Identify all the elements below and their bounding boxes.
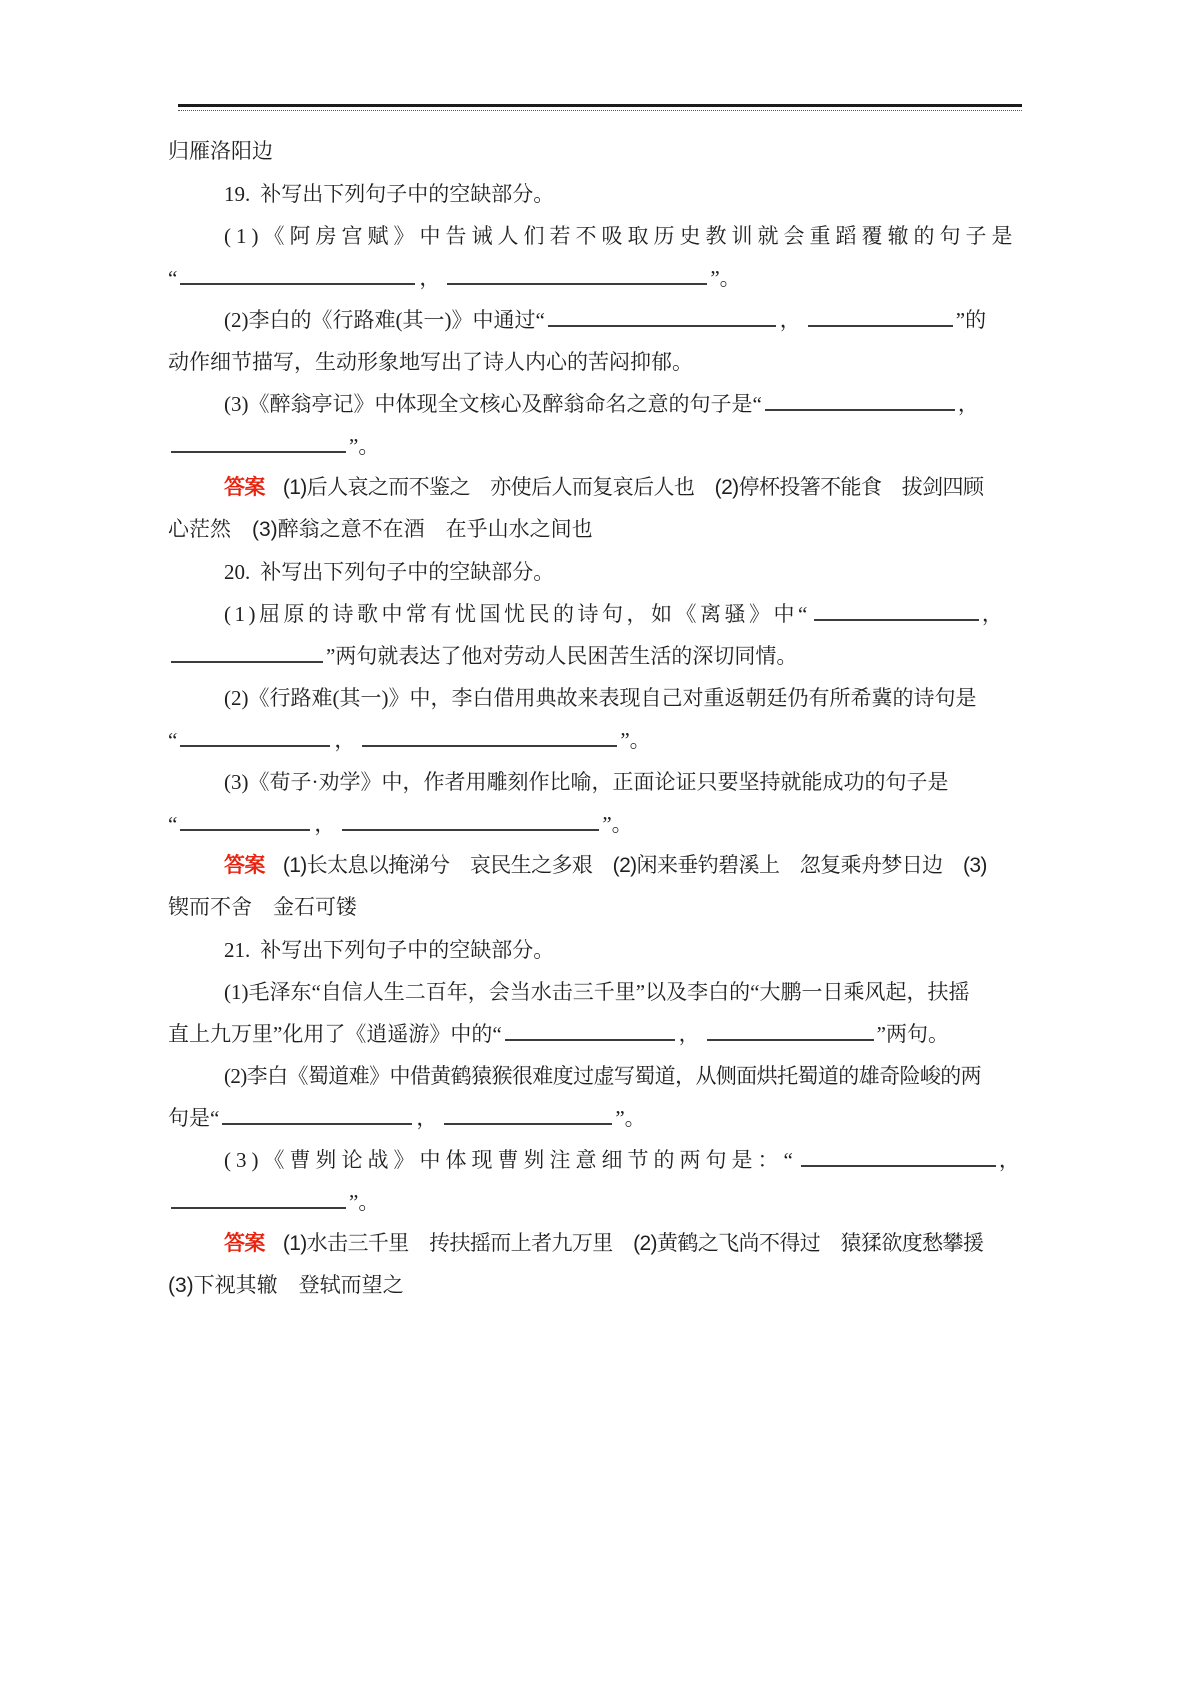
fill-in-blank: [548, 305, 776, 327]
fill-in-blank: [180, 263, 415, 285]
fill-in-blank: [171, 641, 323, 663]
page-content: [168, 131, 1036, 1307]
fill-in-blank: [171, 431, 346, 453]
q19-item1-blanks: [168, 257, 1036, 299]
comma: ，: [314, 812, 336, 836]
q19-answer: [168, 467, 1036, 509]
fill-in-blank: [814, 599, 979, 621]
q19-item3-text: (3)《醉翁亭记》中体现全文核心及醉翁命名之意的句子是“: [224, 392, 762, 416]
q20-number: 20.: [224, 560, 251, 584]
open-quote: “: [168, 728, 178, 752]
open-quote: “: [168, 812, 178, 836]
q19-item1: [168, 215, 1036, 257]
q19-item2-text: (2)李白的《行路难(其一)》中通过“: [224, 308, 545, 332]
comma: ，: [416, 1106, 438, 1130]
q21-item2-continuation: [168, 1097, 1036, 1139]
q21-item1-line2-text: 直上九万里”化用了《逍遥游》中的“: [168, 1022, 502, 1046]
q20-item2-blanks: [168, 719, 1036, 761]
q20-heading-text: 补写出下列句子中的空缺部分。: [260, 560, 555, 584]
q19-answer-line2: 心茫然 (3)醉翁之意不在酒 在乎山水之间也: [168, 518, 593, 541]
q21-item1-tail: ”两句。: [876, 1022, 949, 1046]
q20-answer-continuation: [168, 887, 1036, 929]
fill-in-blank: [444, 1103, 612, 1125]
q21-answer-continuation: [168, 1265, 1036, 1307]
fill-in-blank: [707, 1019, 874, 1041]
q21-number: 21.: [224, 938, 251, 962]
q21-answer: [168, 1223, 1036, 1265]
q20-item1-tail: ”两句就表达了他对劳动人民困苦生活的深切同情。: [326, 644, 798, 668]
q21-answer-line1: (1)水击三千里 抟扶摇而上者九万里 (2)黄鹤之飞尚不得过 猿猱欲度愁攀援: [282, 1232, 984, 1255]
close-quote: ”。: [349, 1190, 380, 1214]
fill-in-blank: [180, 725, 330, 747]
q21-item1: [168, 971, 1036, 1013]
close-quote: ”。: [349, 434, 380, 458]
carryover-text: 归雁洛阳边: [168, 140, 273, 163]
comma: ，: [678, 1022, 700, 1046]
open-quote: “: [168, 266, 178, 290]
fill-in-blank: [505, 1019, 675, 1041]
header-rule: [178, 104, 1022, 111]
q21-item1-line1: (1)毛泽东“自信人生二百年，会当水击三千里”以及李白的“大鹏一日乘风起，扶摇: [224, 980, 970, 1004]
fill-in-blank: [808, 305, 953, 327]
fill-in-blank: [342, 809, 599, 831]
q20-answer-line2: 锲而不舍 金石可镂: [168, 896, 357, 919]
q20-answer-line1: (1)长太息以掩涕兮 哀民生之多艰 (2)闲来垂钓碧溪上 忽复乘舟梦日边 (3): [282, 854, 987, 877]
q20-item3: [168, 761, 1036, 803]
q20-item1: [168, 593, 1036, 635]
q21-item2-line1: (2)李白《蜀道难》中借黄鹤猿猴很难度过虚写蜀道，从侧面烘托蜀道的雄奇险峻的两: [224, 1064, 982, 1088]
q20-item1-continuation: [168, 635, 1036, 677]
q19-item2-tail: ”的: [955, 308, 987, 332]
comma: ，: [957, 392, 979, 416]
q19-item2-line2: 动作细节描写，生动形象地写出了诗人内心的苦闷抑郁。: [168, 350, 693, 374]
q21-heading-text: 补写出下列句子中的空缺部分。: [260, 938, 555, 962]
fill-in-blank: [222, 1103, 412, 1125]
q20-item2-text: (2)《行路难(其一)》中，李白借用典故来表现自己对重返朝廷仍有所希冀的诗句是: [224, 686, 977, 710]
q21-item3: [168, 1139, 1036, 1181]
q21-item1-continuation: [168, 1013, 1036, 1055]
fill-in-blank: [180, 809, 310, 831]
q20-item2: [168, 677, 1036, 719]
close-quote: ”。: [602, 812, 633, 836]
comma: ，: [981, 602, 1007, 626]
comma: ，: [779, 308, 801, 332]
close-quote: ”。: [615, 1106, 646, 1130]
q21-item2: [168, 1055, 1036, 1097]
comma: ，: [998, 1148, 1025, 1172]
fill-in-blank: [801, 1145, 996, 1167]
q20-item1-text: (1)屈原的诗歌中常有忧国忧民的诗句，如《离骚》中“: [224, 602, 811, 626]
answer-label: 答案: [224, 854, 265, 877]
q21-item3-continuation: [168, 1181, 1036, 1223]
answer-label: 答案: [224, 476, 265, 499]
fill-in-blank: [171, 1187, 346, 1209]
q21-heading: [168, 929, 1036, 971]
q20-item3-blanks: [168, 803, 1036, 845]
q19-item1-text: (1)《阿房宫赋》中告诫人们若不吸取历史教训就会重蹈覆辙的句子是: [224, 224, 1018, 248]
answer-label: 答案: [224, 1232, 265, 1255]
fill-in-blank: [765, 389, 955, 411]
q19-item3: [168, 383, 1036, 425]
close-quote: ”。: [710, 266, 741, 290]
fill-in-blank: [362, 725, 617, 747]
fill-in-blank: [447, 263, 707, 285]
comma: ，: [334, 728, 356, 752]
q20-item3-text: (3)《荀子·劝学》中，作者用雕刻作比喻，正面论证只要坚持就能成功的句子是: [224, 770, 949, 794]
q19-item2: [168, 299, 1036, 341]
q21-item2-line2-text: 句是“: [168, 1106, 220, 1130]
q20-answer: [168, 845, 1036, 887]
q19-answer-continuation: [168, 509, 1036, 551]
q21-answer-line2: (3)下视其辙 登轼而望之: [168, 1274, 404, 1297]
close-quote: ”。: [620, 728, 651, 752]
q19-item3-continuation: [168, 425, 1036, 467]
q19-number: 19.: [224, 182, 251, 206]
q19-heading-text: 补写出下列句子中的空缺部分。: [260, 182, 555, 206]
q19-answer-line1: (1)后人哀之而不鉴之 亦使后人而复哀后人也 (2)停杯投箸不能食 拔剑四顾: [282, 476, 984, 499]
q20-heading: [168, 551, 1036, 593]
q21-item3-text: (3)《曹刿论战》中体现曹刿注意细节的两句是：“: [224, 1148, 798, 1172]
comma: ，: [419, 266, 441, 290]
q19-item2-continuation: [168, 341, 1036, 383]
q19-heading: [168, 173, 1036, 215]
